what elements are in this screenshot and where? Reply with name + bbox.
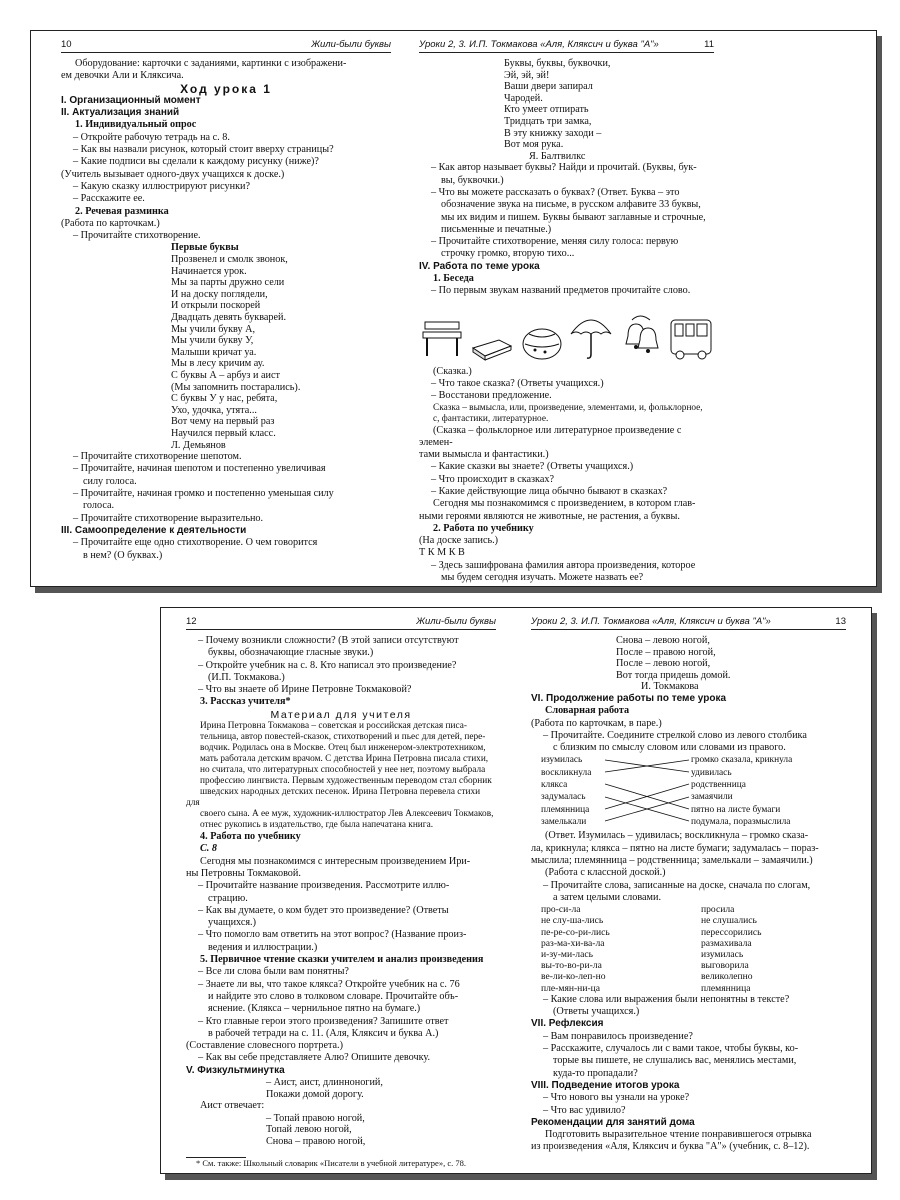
list-item: изумилась: [541, 755, 583, 766]
paragraph-line: (Учитель вызывает одного-двух учащихся к доске.): [61, 168, 285, 180]
subheading: 1. Индивидуальный опрос: [75, 119, 197, 131]
dialogue-line: – Прочитайте стихотворение.: [73, 230, 201, 242]
syllable-table: [531, 904, 846, 994]
list-item: великолепно: [701, 971, 753, 983]
small-text-line: отнес рукопись в издательство, где была напечатана книга.: [200, 820, 434, 831]
poem-line: Тридцать три замка,: [504, 115, 592, 127]
dialogue-line: – Кто главные герои этого произведения? Запишите ответ: [198, 1015, 449, 1027]
poem-line: С буквы А – арбуз и аист: [171, 369, 280, 381]
list-item: клякса: [541, 780, 568, 791]
paragraph-line: Сегодня мы познакомимся с интересным произведением Ири-: [200, 855, 471, 867]
poem-line: Мы учили букву У,: [171, 335, 254, 347]
paragraph-line: ными героями являются не животные, не растения, а буквы.: [419, 510, 680, 522]
page-10: [61, 31, 391, 586]
list-item: просила: [701, 904, 735, 916]
dialogue-line: силу голоса.: [83, 475, 137, 487]
dialogue-line: а затем целыми словами.: [553, 891, 662, 903]
dialogue-line: – Как автор называет буквы? Найди и прочитай. (Буквы, бук-: [431, 162, 697, 174]
dialogue-line: письменные и печатные.): [441, 223, 552, 235]
dialogue-line: – Что вы знаете об Ирине Петровне Токмаковой?: [198, 684, 412, 696]
umbrella-icon: [568, 310, 614, 362]
dialogue-line: обозначение звука на письме, в русском алфавите 33 буквы,: [441, 199, 701, 211]
paragraph-line: (Сказка.): [433, 365, 472, 377]
poem-line: Чародей.: [504, 92, 543, 104]
poem-line: Прозвенел и смолк звонок,: [171, 254, 288, 266]
paragraph-line: (Составление словесного портрета.): [186, 1040, 344, 1052]
dialogue-line: – Откройте учебник на с. 8. Кто написал это произведение?: [198, 659, 457, 671]
list-item: подумала, поразмыслила: [691, 816, 791, 827]
poem-line: Мы в лесу кричим ау.: [171, 358, 265, 370]
dialogue-line: – Здесь зашифрована фамилия автора произведения, которое: [431, 559, 696, 571]
page-body: [61, 58, 391, 562]
dialogue-line: – Что помогло вам ответить на этот вопрос? (Название произ-: [198, 929, 467, 941]
poem-line: Малыши кричат уа.: [171, 346, 257, 358]
dialogue-line: – Что такое сказка? (Ответы учащихся.): [431, 377, 604, 389]
section-heading: IV. Работа по теме урока: [419, 260, 540, 272]
list-item: замаячили: [691, 792, 733, 803]
match-left-column: [541, 754, 591, 828]
list-item: замелькали: [541, 816, 587, 827]
poem-line: Снова – левою ногой,: [616, 635, 710, 646]
list-item: размахивала: [701, 937, 752, 949]
poem-line: Покажи домой дорогу.: [266, 1088, 364, 1100]
paragraph-line: (Работа по карточкам.): [61, 217, 160, 229]
list-item: не слу-ша-лись: [541, 915, 604, 927]
dialogue-line: – Что нового вы узнали на уроке?: [543, 1092, 690, 1104]
dialogue-line: – Откройте рабочую тетрадь на с. 8.: [73, 131, 230, 143]
small-text-line: своего сына. А ее муж, художник-иллюстратор Лев Алексеевич Токмаков,: [200, 809, 494, 820]
dialogue-line: в рабочей тетради на с. 11. (Аля, Кляксич и буква А.): [208, 1027, 439, 1039]
subheading: 2. Речевая разминка: [75, 205, 169, 217]
dialogue-line: мы будем сегодня изучать. Можете назвать ее?: [441, 572, 644, 584]
paragraph-line: (На доске запись.): [419, 535, 499, 547]
list-item: ве-ли-ко-леп-но: [541, 971, 606, 983]
small-text-line: водчик. Родилась она в Москве. Отец был инженером-электротехником,: [200, 743, 486, 754]
paragraph-line: (Ответ. Изумилась – удивилась; воскликнула – громко сказа-: [545, 830, 809, 842]
picture-row: [419, 304, 714, 362]
page-header: [186, 616, 496, 630]
list-item: не слушались: [701, 915, 757, 927]
list-item: воскликнула: [541, 767, 592, 778]
poem-line: Кто умеет отпирать: [504, 104, 589, 116]
poem-line: Ваши двери запирал: [504, 81, 593, 93]
section-heading: VIII. Подведение итогов урока: [531, 1079, 680, 1091]
running-title: Уроки 2, 3. И.П. Токмакова «Аля, Кляксич и буква "А"»: [531, 616, 771, 627]
dialogue-line: – Прочитайте, начиная шепотом и постепенно увеличивая: [73, 463, 326, 475]
dialogue-line: мы их видим и пишем. Буквы бывают заглавные и строчные,: [441, 211, 706, 223]
dialogue-line: страцию.: [208, 892, 248, 904]
page-header: [61, 39, 391, 53]
dialogue-line: и найдите это слово в толковом словаре. Прочитайте объ-: [208, 990, 459, 1002]
paragraph-line: ны Петровны Токмаковой.: [186, 867, 301, 879]
dialogue-line: вы, буквочки.): [441, 174, 504, 186]
dialogue-line: – Расскажите ее.: [73, 193, 145, 205]
page-body-a: [419, 58, 714, 298]
dialogue-line: – Что происходит в сказках?: [431, 473, 554, 485]
paragraph-line: тами вымысла и фантастики.): [419, 449, 549, 461]
paragraph-line: Т К М К В: [419, 547, 465, 559]
paragraph-line: (Работа с классной доской.): [545, 867, 666, 879]
dialogue-line: торые вы пишете, не слушались вас, менялись местами,: [553, 1055, 797, 1067]
book-icon: [469, 310, 515, 362]
poem-line: Мы за парты дружно сели: [171, 277, 285, 289]
small-text-line: с, фантастики, литературное.: [433, 413, 549, 424]
poem-line: Двадцать девять букварей.: [171, 312, 287, 324]
dialogue-line: – Прочитайте, начиная громко и постепенно уменьшая силу: [73, 488, 334, 500]
paragraph-line: Оборудование: карточки с заданиями, картинки с изображени-: [75, 58, 347, 69]
list-item: племянница: [541, 804, 590, 815]
page-11: [419, 31, 714, 586]
dialogue-line: – Как вы назвали рисунок, который стоит вверху страницы?: [73, 144, 334, 156]
running-title: Жили-были буквы: [311, 39, 391, 50]
page-header: [531, 616, 846, 630]
poem-line: (Мы запомнить постарались).: [171, 381, 301, 393]
dialogue-line: – Как вы себе представляете Алю? Опишите девочку.: [198, 1052, 431, 1064]
section-heading: Рекомендации для занятий дома: [531, 1116, 695, 1128]
list-item: задумалась: [541, 792, 586, 803]
list-item: племянница: [701, 982, 751, 994]
dialogue-line: – Прочитайте еще одно стихотворение. О чем говорится: [73, 537, 318, 549]
small-text-line: шведских народных детских песенок. Ирина Петровна перевела стихи для: [186, 787, 481, 809]
small-text-line: профессию лингвиста. Первым художественным переводом стал сборник: [200, 776, 492, 787]
poem-line: Ухо, удочка, утята...: [171, 404, 257, 416]
watermelon-icon: [519, 310, 565, 362]
dialogue-line: строчку громко, вторую тихо...: [441, 248, 575, 260]
poem-author: И. Токмакова: [641, 681, 699, 693]
section-heading: V. Физкультминутка: [186, 1064, 285, 1076]
section-heading: VII. Рефлексия: [531, 1018, 604, 1030]
dialogue-line: – Прочитайте стихотворение выразительно.: [73, 512, 264, 524]
page-13: [531, 608, 846, 1173]
paragraph-line: (Сказка – фольклорное или литературное произведение с элемен-: [419, 424, 682, 448]
poem-line: Научился первый класс.: [171, 427, 276, 439]
page-body-a: [531, 635, 846, 754]
matching-arrows: [603, 754, 693, 830]
dialogue-line: – Все ли слова были вам понятны?: [198, 966, 349, 978]
dialogue-line: – По первым звукам названий предметов прочитайте слово.: [431, 285, 691, 297]
dialogue-line: – Что вас удивило?: [543, 1104, 626, 1116]
section-heading: II. Актуализация знаний: [61, 107, 180, 119]
dialogue-line: – Прочитайте название произведения. Рассмотрите иллю-: [198, 880, 450, 892]
dialogue-line: куда-то пропадали?: [553, 1067, 638, 1079]
poem-line: Вот тогда придешь домой.: [616, 669, 731, 681]
paragraph-line: Аист отвечает:: [200, 1100, 265, 1112]
page-number: 13: [835, 616, 846, 627]
poem-line: – Топай правою ногой,: [266, 1112, 365, 1124]
poem-line: С буквы У у нас, ребята,: [171, 393, 278, 405]
dialogue-line: – Прочитайте стихотворение шепотом.: [73, 451, 242, 463]
list-item: изумилась: [701, 949, 744, 961]
list-item: пе-ре-со-ри-лись: [541, 926, 610, 938]
list-item: вы-то-во-ри-ла: [541, 960, 602, 972]
poem-line: После – правою ногой,: [616, 646, 716, 658]
dialogue-line: – Вам понравилось произведение?: [543, 1030, 693, 1042]
dialogue-line: – Какие сказки вы знаете? (Ответы учащихся.): [431, 461, 634, 473]
word-column: [701, 904, 762, 994]
dialogue-line: – Прочитайте. Соедините стрелкой слово из левого столбика: [543, 729, 807, 741]
section-heading: VI. Продолжение работы по теме урока: [531, 692, 727, 704]
subheading: 5. Первичное чтение сказки учителем и анализ произведения: [200, 954, 484, 966]
lesson-heading: Ход урока 1: [180, 81, 272, 96]
poem-line: В эту книжку заходи –: [504, 127, 602, 139]
dialogue-line: – Знаете ли вы, что такое клякса? Откройте учебник на с. 76: [198, 978, 460, 990]
dialogue-line: (И.П. Токмакова.): [208, 671, 285, 683]
small-text-line: Ирина Петровна Токмакова – советская и российская детская писа-: [200, 721, 467, 732]
dialogue-line: – Почему возникли сложности? (В этой записи отсутствуют: [198, 635, 459, 646]
match-right-column: [691, 754, 792, 828]
subheading: 3. Рассказ учителя*: [200, 696, 291, 708]
list-item: выговорила: [701, 960, 749, 972]
dialogue-line: яснение. (Клякса – чернильное пятно на бумаге.): [208, 1003, 421, 1015]
list-item: раз-ма-хи-ва-ла: [541, 937, 605, 949]
poem-line: – Аист, аист, длинноногий,: [266, 1077, 383, 1089]
dialogue-line: – Какую сказку иллюстрируют рисунки?: [73, 180, 250, 192]
page-body-c: [531, 994, 846, 1154]
syllable-column: [531, 904, 701, 994]
dialogue-line: учащихся.): [208, 917, 256, 929]
page-number: 11: [704, 39, 714, 50]
spread-pages-10-11: [30, 30, 877, 587]
dialogue-line: – Что вы можете рассказать о буквах? (Ответ. Буква – это: [431, 186, 680, 198]
dialogue-line: голоса.: [83, 500, 115, 512]
dialogue-line: – Как вы думаете, о ком будет это произведение? (Ответы: [198, 904, 449, 916]
section-heading: I. Организационный момент: [61, 94, 201, 106]
dialogue-line: – Расскажите, случалось ли с вами такое, чтобы буквы, ко-: [543, 1043, 799, 1055]
paragraph-line: мыслила; племянница – родственница; замелькали – замаячили.): [531, 855, 813, 867]
bench-icon: [419, 310, 465, 362]
page-body-b: [531, 830, 846, 904]
poem-author: Л. Демьянов: [171, 439, 226, 451]
small-text-line: тельница, автор повестей-сказок, стихотворений и пьес для детей, пере-: [200, 732, 486, 743]
list-item: родственница: [691, 780, 746, 791]
paragraph-line: Сегодня мы познакомимся с произведением, в котором глав-: [433, 498, 696, 510]
dialogue-line: – Прочитайте стихотворение, меняя силу голоса: первую: [431, 236, 679, 248]
word-matching-exercise: [531, 754, 846, 830]
list-item: пле-мян-ни-ца: [541, 982, 601, 994]
page-12: [186, 608, 496, 1173]
list-item: про-си-ла: [541, 904, 581, 916]
material-heading: Материал для учителя: [270, 708, 412, 721]
poem-title: Первые буквы: [171, 242, 239, 254]
poem-line: Вот моя рука.: [504, 139, 564, 151]
subheading: 1. Беседа: [433, 273, 474, 285]
running-title: Жили-были буквы: [416, 616, 496, 627]
list-item: громко сказала, крикнула: [691, 755, 793, 766]
subheading: 4. Работа по учебнику: [200, 831, 301, 843]
small-text-line: мать работала детским врачом. С детства Ирина Петровна писала стихи,: [200, 754, 489, 765]
dialogue-line: ведения и иллюстрации.): [208, 941, 318, 953]
dialogue-line: буквы, обозначающие гласные звуки.): [208, 647, 374, 659]
poem-line: Мы учили букву А,: [171, 323, 256, 335]
dialogue-line: в нем? (О буквах.): [83, 549, 163, 561]
poem-line: И на доску поглядели,: [171, 288, 268, 300]
dialogue-line: с близким по смыслу словом или словами из правого.: [553, 742, 786, 754]
bus-icon: [668, 310, 714, 362]
dialogue-line: (Ответы учащихся.): [553, 1006, 640, 1018]
dialogue-line: – Восстанови предложение.: [431, 390, 552, 402]
subheading: 2. Работа по учебнику: [433, 522, 534, 534]
list-item: пятно на листе бумаги: [691, 804, 781, 815]
poem-line: Вот чему на первый раз: [171, 416, 275, 428]
page-header: [419, 39, 714, 53]
list-item: удивилась: [691, 767, 732, 778]
subheading: Словарная работа: [545, 705, 630, 717]
dialogue-line: – Прочитайте слова, записанные на доске, сначала по слогам,: [543, 879, 811, 891]
paragraph-line: (Работа по карточкам, в паре.): [531, 717, 662, 729]
poem-line: Эй, эй, эй!: [504, 69, 550, 81]
poem-line: После – левою ногой,: [616, 658, 711, 670]
poem-line: И открыли поскорей: [171, 300, 261, 312]
poem-line: Начинается урок.: [171, 265, 247, 277]
list-item: перессорились: [701, 926, 762, 938]
poem-line: Буквы, буквы, буквочки,: [504, 58, 611, 69]
poem-author: Я. Балтвилкс: [529, 150, 586, 162]
small-text-line: но считала, что литературных способностей у нее нет, поэтому выбрала: [200, 765, 486, 776]
list-item: и-зу-ми-лась: [541, 949, 593, 961]
poem-line: Снова – правою ногой,: [266, 1135, 366, 1147]
subheading: С. 8: [200, 843, 217, 855]
page-body-b: [419, 366, 714, 585]
page-number: 12: [186, 616, 197, 627]
paragraph-line: из произведения «Аля, Кляксич и буква "А"» (учебник, с. 8–12).: [531, 1141, 810, 1153]
page-number: 10: [61, 39, 72, 50]
dialogue-line: – Какие подписи вы сделали к каждому рисунку (ниже)?: [73, 156, 319, 168]
dialogue-line: – Какие действующие лица обычно бывают в сказках?: [431, 485, 668, 497]
dialogue-line: – Какие слова или выражения были непонятны в тексте?: [543, 993, 790, 1005]
paragraph-line: ем девочки Али и Кляксича.: [61, 70, 184, 82]
poem-line: Топай левою ногой,: [266, 1124, 352, 1136]
running-title: Уроки 2, 3. И.П. Токмакова «Аля, Кляксич и буква "А"»: [419, 39, 659, 50]
small-text-line: Сказка – вымысла, или, произведение, элементами, и, фольклорное,: [433, 402, 703, 413]
paragraph-line: Подготовить выразительное чтение понравившегося отрывка: [545, 1129, 812, 1141]
section-heading: III. Самоопределение к деятельности: [61, 524, 247, 536]
footnote: * См. также: Школьный словарик «Писатели в учебной литературе», с. 78.: [196, 1158, 466, 1169]
bells-icon: [618, 310, 664, 362]
spread-pages-12-13: [160, 607, 872, 1174]
paragraph-line: ла, крикнула; клякса – пятно на листе бумаги; задумалась – пораз-: [531, 842, 819, 854]
page-body: [186, 635, 496, 1147]
